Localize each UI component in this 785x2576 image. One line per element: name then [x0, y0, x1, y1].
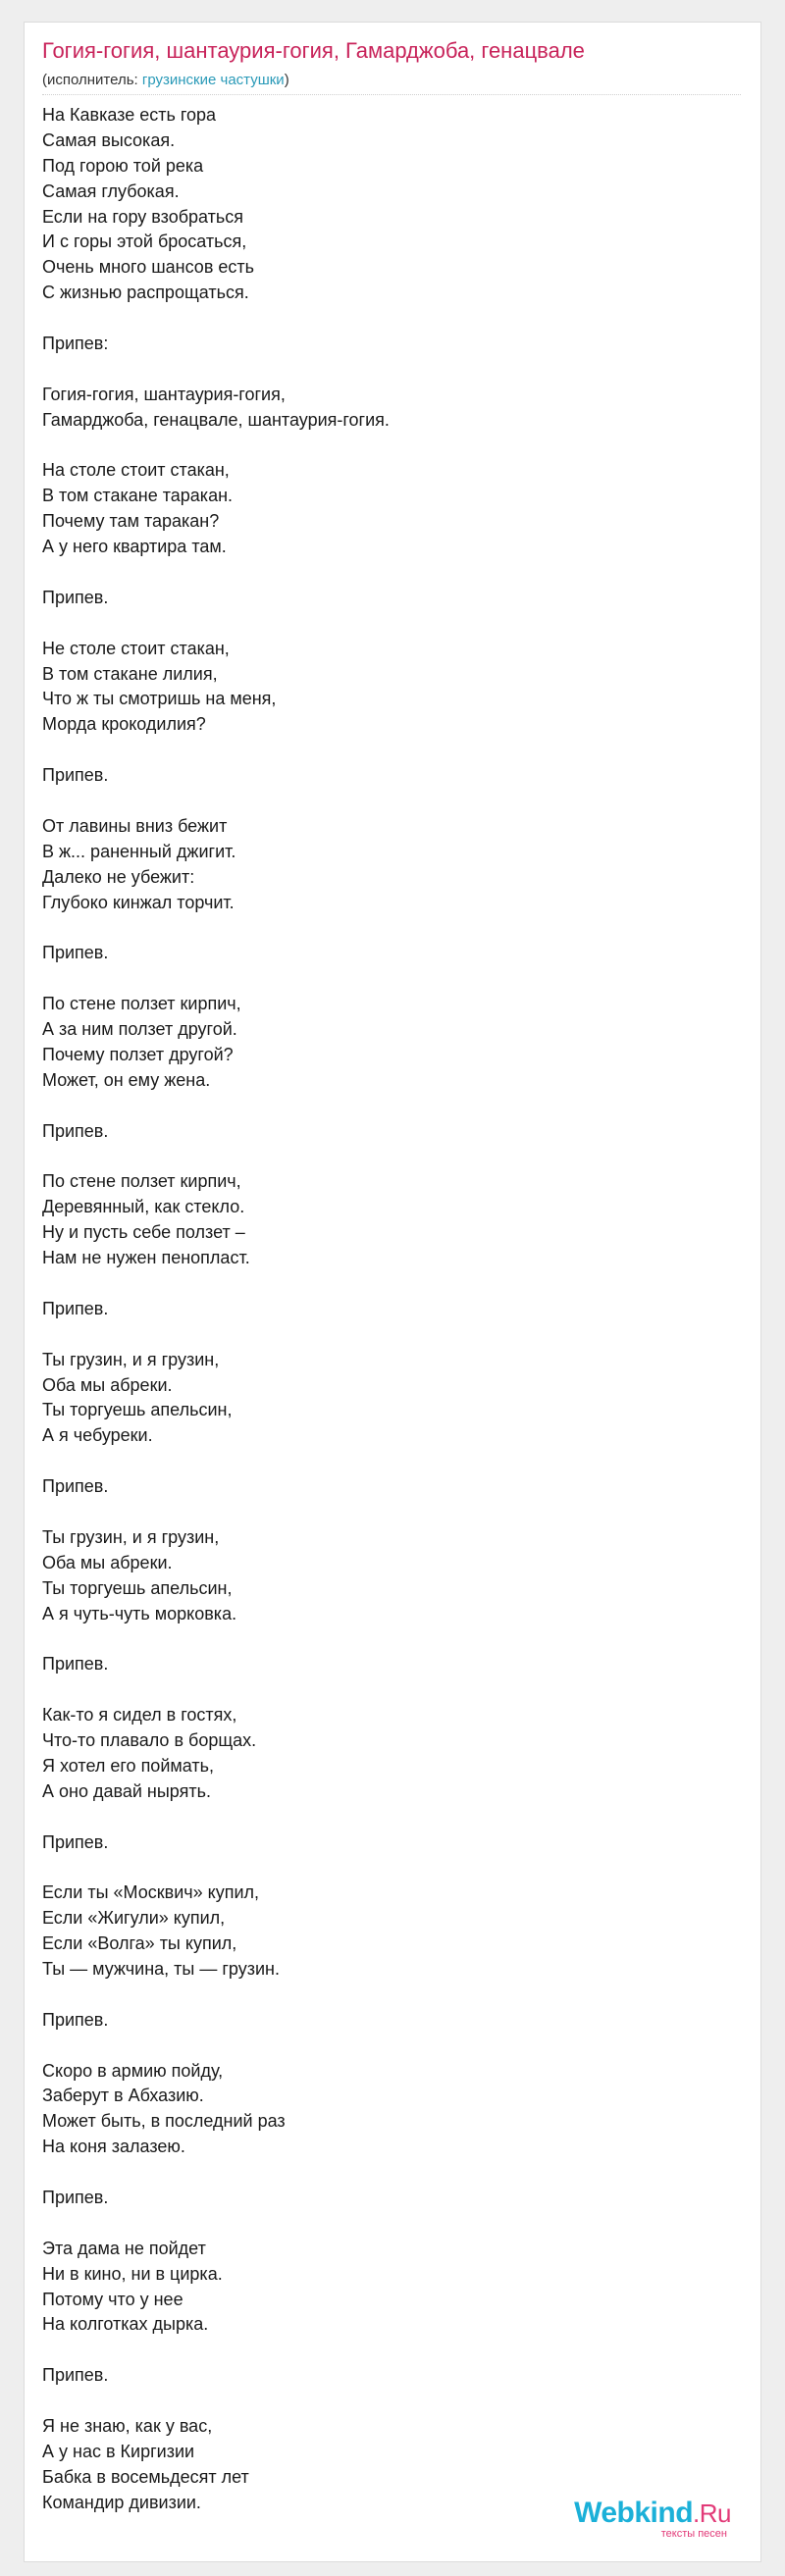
lyrics-line: Почему там таракан?	[42, 511, 220, 532]
lyrics-line: На столе стоит стакан,	[42, 460, 230, 481]
lyrics-blank-line	[42, 1855, 741, 1880]
lyrics-line: Что ж ты смотришь на меня,	[42, 689, 277, 709]
lyrics-line: Заберут в Абхазию.	[42, 2086, 204, 2106]
lyrics-line: А я чуть-чуть морковка.	[42, 1603, 237, 1623]
lyrics-line: В ж... раненный джигит.	[42, 841, 236, 861]
lyrics-blank-line	[42, 1145, 741, 1170]
song-title: Гогия-гогия, шантаурия-гогия, Гамарджоба, генацвале	[42, 38, 585, 63]
lyrics-line: Может быть, в последний раз	[42, 2111, 286, 2132]
lyrics-line: Очень много шансов есть	[42, 257, 255, 278]
lyrics-blank-line	[42, 1805, 741, 1830]
lyrics-line: На коня залазею.	[42, 2137, 185, 2157]
lyrics-line: Припев.	[42, 1831, 109, 1852]
lyrics-line: Может, он ему жена.	[42, 1069, 211, 1090]
lyrics-line: Припев.	[42, 2365, 109, 2386]
lyrics-line: Самая высокая.	[42, 129, 176, 150]
lyrics-line: На колготках дырка.	[42, 2314, 209, 2335]
lyrics-line: И с горы этой бросаться,	[42, 232, 247, 252]
lyrics-line: Под горою той река	[42, 155, 204, 176]
lyrics-line: Припев.	[42, 943, 109, 963]
lyrics-line: Ты грузин, и я грузин,	[42, 1349, 220, 1369]
lyrics-blank-line	[42, 789, 741, 814]
performer-suffix: )	[284, 72, 289, 88]
lyrics-blank-line	[42, 560, 741, 586]
lyrics-line: Припев.	[42, 1298, 109, 1318]
lyrics-line: Скоро в армию пойду,	[42, 2060, 224, 2081]
lyrics-line: Гамарджоба, генацвале, шантаурия-гогия.	[42, 409, 390, 430]
lyrics-blank-line	[42, 1271, 741, 1297]
lyrics-line: Припев.	[42, 1476, 109, 1497]
lyrics-text	[42, 103, 741, 2516]
lyrics-line: Как-то я сидел в гостях,	[42, 1705, 237, 1726]
lyrics-line: Я хотел его поймать,	[42, 1755, 214, 1776]
lyrics-line: А оно давай нырять.	[42, 1780, 211, 1801]
lyrics-blank-line	[42, 966, 741, 992]
lyrics-line: Я не знаю, как у вас,	[42, 2416, 213, 2437]
lyrics-blank-line	[42, 611, 741, 637]
lyrics-line: По стене ползет кирпич,	[42, 994, 241, 1014]
lyrics-line: Если «Жигули» купил,	[42, 1908, 226, 1929]
lyrics-blank-line	[42, 1983, 741, 2008]
lyrics-line: Почему ползет другой?	[42, 1044, 234, 1064]
lyrics-line: Ты — мужчина, ты — грузин.	[42, 1959, 280, 1980]
lyrics-line: А у нас в Киргизии	[42, 2441, 195, 2461]
lyrics-card	[24, 22, 761, 2562]
lyrics-line: С жизнью распрощаться.	[42, 283, 249, 303]
lyrics-line: Потому что у нее	[42, 2289, 183, 2309]
lyrics-line: Припев.	[42, 1654, 109, 1674]
lyrics-blank-line	[42, 1094, 741, 1119]
lyrics-line: Припев.	[42, 765, 109, 786]
lyrics-line: Ну и пусть себе ползет –	[42, 1222, 245, 1243]
lyrics-line: Припев.	[42, 587, 109, 607]
lyrics-line: Далеко не убежит:	[42, 866, 195, 887]
lyrics-line: В том стакане лилия,	[42, 663, 218, 684]
lyrics-blank-line	[42, 1449, 741, 1474]
lyrics-line: Не столе стоит стакан,	[42, 638, 230, 658]
lyrics-line: Если «Волга» ты купил,	[42, 1933, 237, 1954]
lyrics-line: Деревянный, как стекло.	[42, 1197, 245, 1217]
site-logo[interactable]	[574, 2499, 731, 2540]
lyrics-line: Ты грузин, и я грузин,	[42, 1526, 220, 1547]
lyrics-line: Морда крокодилия?	[42, 714, 206, 735]
lyrics-blank-line	[42, 2211, 741, 2237]
lyrics-line: Припев.	[42, 2009, 109, 2030]
logo-wordmark: Webkind	[574, 2497, 694, 2529]
lyrics-blank-line	[42, 2160, 741, 2186]
lyrics-line: Припев:	[42, 334, 109, 354]
lyrics-blank-line	[42, 2389, 741, 2414]
lyrics-blank-line	[42, 357, 741, 383]
logo-tld: .Ru	[693, 2499, 731, 2528]
lyrics-line: Эта дама не пойдет	[42, 2238, 206, 2258]
title-divider	[42, 94, 741, 95]
lyrics-line: Припев.	[42, 1120, 109, 1141]
lyrics-line: Ты торгуешь апельсин,	[42, 1577, 233, 1598]
lyrics-blank-line	[42, 738, 741, 763]
lyrics-blank-line	[42, 1626, 741, 1652]
lyrics-line: Оба мы абреки.	[42, 1552, 173, 1572]
performer-prefix: (исполнитель:	[42, 72, 142, 88]
lyrics-line: Гогия-гогия, шантаурия-гогия,	[42, 384, 286, 404]
lyrics-blank-line	[42, 434, 741, 459]
lyrics-blank-line	[42, 1322, 741, 1348]
lyrics-blank-line	[42, 2034, 741, 2059]
lyrics-blank-line	[42, 306, 741, 332]
performer-line	[42, 72, 289, 88]
lyrics-line: Глубоко кинжал торчит.	[42, 892, 235, 912]
lyrics-blank-line	[42, 2338, 741, 2363]
lyrics-line: По стене ползет кирпич,	[42, 1171, 241, 1192]
lyrics-line: Припев.	[42, 2188, 109, 2208]
lyrics-line: Если на гору взобраться	[42, 206, 244, 227]
lyrics-line: А за ним ползет другой.	[42, 1019, 237, 1040]
lyrics-line: В том стакане таракан.	[42, 486, 234, 506]
performer-link[interactable]: грузинские частушки	[141, 72, 285, 88]
lyrics-line: От лавины вниз бежит	[42, 815, 228, 836]
lyrics-line: Командир дивизии.	[42, 2492, 201, 2512]
lyrics-line: Ты торгуешь апельсин,	[42, 1400, 233, 1420]
lyrics-blank-line	[42, 1677, 741, 1703]
lyrics-blank-line	[42, 916, 741, 942]
logo-tagline: тексты песен	[660, 2528, 727, 2540]
lyrics-line: Нам не нужен пенопласт.	[42, 1248, 250, 1268]
lyrics-line: Ни в кино, ни в цирка.	[42, 2263, 223, 2284]
lyrics-line: Самая глубокая.	[42, 180, 180, 201]
lyrics-line: Оба мы абреки.	[42, 1374, 173, 1395]
lyrics-line: Что-то плавало в борщах.	[42, 1730, 257, 1750]
lyrics-line: Бабка в восемьдесят лет	[42, 2466, 249, 2487]
lyrics-blank-line	[42, 1500, 741, 1525]
lyrics-line: Если ты «Москвич» купил,	[42, 1882, 260, 1903]
lyrics-line: А у него квартира там.	[42, 537, 227, 557]
lyrics-line: А я чебуреки.	[42, 1425, 153, 1446]
lyrics-line: На Кавказе есть гора	[42, 105, 217, 125]
